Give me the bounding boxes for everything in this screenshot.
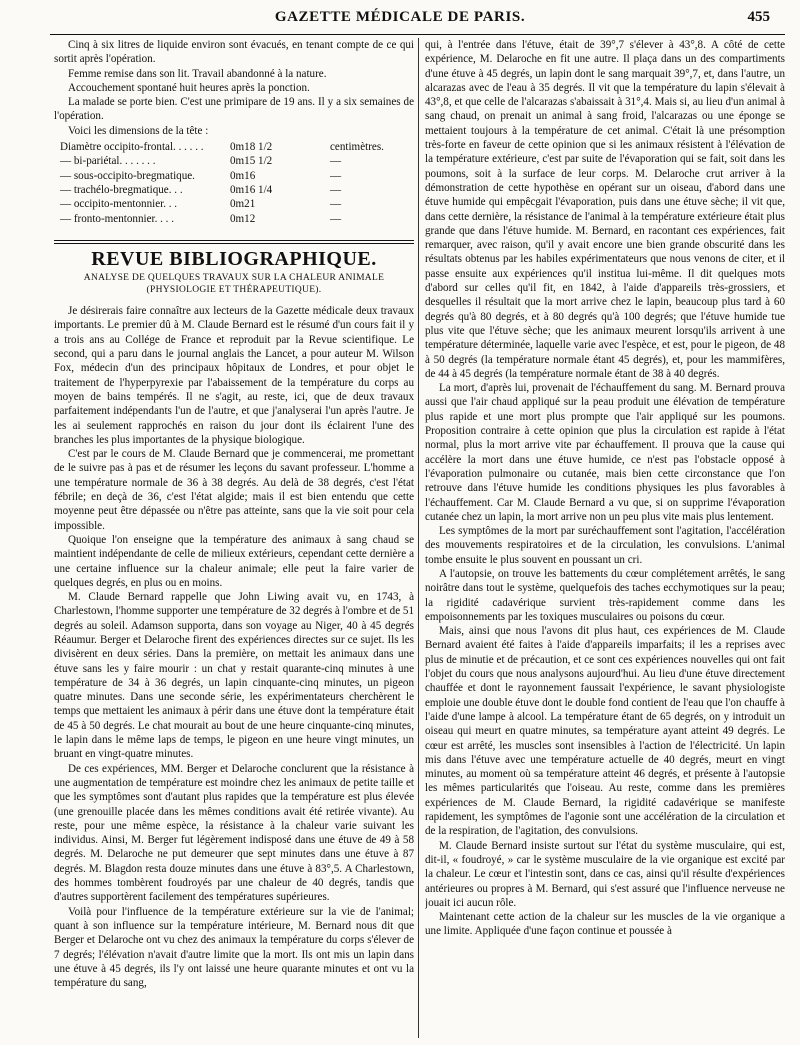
page-header <box>0 0 800 30</box>
paragraph: Accouchement spontané huit heures après la ponction. <box>68 81 310 94</box>
paragraph: Voici les dimensions de la tête : <box>68 124 209 137</box>
section-rule <box>54 240 414 241</box>
paragraph: Les symptômes de la mort par suréchauffement sont l'agitation, l'accélération des mouvements respiratoires et de la circulation, les convulsions. L'animal tombe ensuite le plus souvent en poussant un cri. <box>425 525 785 566</box>
paragraph: La mort, d'après lui, provenait de l'échauffement du sang. M. Bernard prouva aussi que l'air chaud appliqué sur la peau produit une élévation de température plus rapide et une mort plus prompte que l'air appliqué sur les poumons. Proposition contraire à cette opinion que plus la circulation est rapide à l'état normal, plus la mort arrive vite par échauffement. Il prouva que la cause qui accélère la mort dans une étuve humide, ce n'est pas l'obstacle opposé à l'évaporation pulmonaire ou cutanée, mais bien cette circonstance que l'on retrouve dans l'étuve humide les conditions physiques les plus favorables à l'échauffement. Car M. Claude Bernard a vu que, si on supprime l'évaporation cutanée chez un lapin, la mort arrive non un peu plus vite mais plus lentement. <box>425 382 785 523</box>
paragraph: Cinq à six litres de liquide environ sont évacués, en tenant compte de ce qui sortit après l'opération. <box>54 39 414 66</box>
right-column <box>425 38 785 1038</box>
paragraph: Je désirerais faire connaître aux lecteurs de la Gazette médicale deux travaux importants. Le premier dû à M. Claude Bernard est le résumé d'un cours fait il y a trois ans au Collége de France et reproduit par la Revue scientifique. Le second, qui a paru dans le journal anglais the Lancet, a pour auteur M. Wilson Fox, médecin d'un des principaux hôpitaux de Londres, et pour objet le traitement de l'hyperpyrexie par l'abaissement de la température du corps au moyen de bains tempérés. Il ne s'agit, au reste, ici, que de deux travaux parfaitement indépendants l'un de l'autre, et que j'analyserai l'un après l'autre. Je les ai seulement rapprochés en raison du jour dont ils éclairent l'une des branches les plus importantes de la physique biologique. <box>54 305 414 446</box>
paragraph: A l'autopsie, on trouve les battements du cœur complétement arrêtés, le sang noirâtre dans tout le système, quelquefois des taches ecchymotiques sur la peau; la rigidité cadavérique survient très-rapidement comme dans les empoisonnements par les toxiques musculaires ou poisons du cœur. <box>425 567 785 623</box>
section-title: REVUE BIBLIOGRAPHIQUE. <box>91 247 377 270</box>
paragraph: M. Claude Bernard rappelle que John Liwing avait vu, en 1743, à Charlestown, l'homme supporter une température de 32 degrés à l'ombre et de 51 degrés au soleil. Adamson supporta, dans son voyage au Niger, 40 à 45 degrés Réaumur. Berger et Delaroche firent des expériences directes sur ce sujet. Ils les divisèrent en deux séries. Dans la première, on mettait les animaux dans une étuve sans les y faire mourir : un chat y restait quarante-cinq minutes à une température de 34 à 36 degrés, un lapin cinquante-cinq minutes, un pigeon quatre minutes. Dans une seconde série, les expérimentateurs cherchèrent le temps que mettaient les animaux à périr dans une étuve dont la température était de 45 à 50 degrés. Le chat mourait au bout de une heure cinquante-cinq minutes, le lapin dans le même laps de temps, le pigeon en une heure vingt minutes, un bruant en vingt-quatre minutes. <box>54 591 414 761</box>
dimension-row: — fronto-mentonnier. . . . 0m12 — <box>60 212 342 225</box>
dimension-row: — trachélo-bregmatique. . . 0m16 1/4 — <box>60 183 342 196</box>
paragraph: Femme remise dans son lit. Travail abandonné à la nature. <box>68 67 327 80</box>
header-rule <box>50 34 785 35</box>
section-subtitle: ANALYSE DE QUELQUES TRAVAUX SUR LA CHALEUR ANIMALE (PHYSIOLOGIE ET THÉRAPEUTIQUE). <box>83 273 385 296</box>
paragraph: Quoique l'on enseigne que la température des animaux à sang chaud se maintient indépendante de celle de milieux extérieurs, cependant cette dernière a une certaine influence sur la chaleur animale; elle peut la faire varier de quelques degrés, en plus ou en moins. <box>54 533 414 589</box>
paragraph: Voilà pour l'influence de la température extérieure sur la vie de l'animal; quant à son influence sur la température intérieure, M. Bernard nous dit que Berger et Delaroche ont vu chez des animaux la température du corps s'élever de 7 degrés; l'élévation n'avait d'autre limite que la mort. Ils ont mis un lapin dans une étuve à 45 degrés, ils l'y ont laissé une heure quarante minutes et ont vu la température du sang, <box>54 905 414 990</box>
paragraph: C'est par le cours de M. Claude Bernard que je commencerai, me promettant de le suivre pas à pas et de résumer les leçons du savant professeur. L'homme a une température normale de 36 à 38 degrés. Au delà de 38 degrés, c'est l'état fébrile; en deçà de 36, c'est l'état algide; mais il est bien entendu que cette moyenne peut être dépassée ou n'être pas atteinte, sans que la vie soit pour cela impossible. <box>54 448 414 532</box>
page-number: 455 <box>747 9 770 25</box>
journal-title: GAZETTE MÉDICALE DE PARIS. <box>274 9 526 25</box>
column-separator <box>418 38 419 1038</box>
paragraph: qui, à l'entrée dans l'étuve, était de 39°,7 s'élever à 43°,8. A côté de cette expérience, M. Delaroche en fit une autre. Il plaça dans un des compartiments d'une étuve à 45 degrés, un lapin dont le sang marquait 39°,7, et, dans l'autre, un alcarazas avec de l'eau à 35 degrés. Il vit que la température du lapin s'élevait à 43°,8, et que celle de l'alcarazas s'abaissait à 31°,4. Mais si, au lieu d'un animal à sang chaud, on prenait un animal à sang froid, l'alcarazas ou une éponge se mettaient toujours à la température de cet animal. C'était là une présomption très-forte en faveur de cette opinion que si les animaux résistent à l'élévation de la température extérieure, c'est par suite de l'évaporation qui se fait, soit dans les poumons, soit à la surface de leur corps. M. Delaroche crut arriver à la démonstration de cette hypothèse en opérant sur un oiseau, d'abord dans une étuve humide qui empêcgait l'évaporation, puis dans une étuve sèche; il vit que, dans cette dernière, la résistance de l'animal à la température extérieure était plus grande que dans l'étuve humide. M. Bernard, en racontant ces expériences, fait remarquer, avec raison, qu'il y avait encore une bien grande obscurité dans les résultats obtenus par les habiles expérimentateurs que nous venons de citer, et il passe ensuite aux expériences qu'il institua lui-même. Il dit quelques mots d'abord sur celles qu'il fit, en 1842, à l'aide d'appareils très-grossiers, et desquelles il résultait que la mort arrive chez le lapin, beaucoup plus tard à 60 degrés qu'à 80 degrés, et à 80 degrés qu'à 100 degrés; que l'étuve humide tue plus vite que l'étuve sèche; que les animaux meurent lorsqu'ils arrivent à une température déterminée, laquelle varie avec l'espèce, et est, pour le pigeon, de 48 à 50 degrés (la température normale étant 45 degrés), et, pour les mammifères, de 44 à 45 degrés (la température normale étant de 38 à 40 degrés. <box>425 39 785 380</box>
head-dimensions-table <box>60 140 414 226</box>
paragraph: La malade se porte bien. C'est une primipare de 19 ans. Il y a six semaines de l'opération. <box>54 96 414 123</box>
paragraph: M. Claude Bernard insiste surtout sur l'état du système musculaire, qui est, dit-il, « foudroyé, » car le système musculaire de la vie organique est excité par la chaleur. Le cœur et l'intestin sont, dans ce cas, ainsi qu'il résulte d'expériences antérieures ou propres à M. Bernard, qui s'est assuré que l'influence nerveuse ne jouait ici aucun rôle. <box>425 839 785 909</box>
dimension-row: — occipito-mentonnier. . . 0m21 — <box>60 198 342 211</box>
paragraph: Mais, ainsi que nous l'avons dit plus haut, ces expériences de M. Claude Bernard avaient été faites à l'aide d'appareils imparfaits; il les a reprises avec plus de minutie et de précaution, et ce sont ces expériences nouvelles qui ont fait l'objet du cours que nous analysons aujourd'hui. Au lieu d'une étuve directement chauffée et dont le rayonnement faussait l'expérience, le savant physiologiste emploie une double étuve dont le double fond contient de l'eau que l'on chauffe à l'aide d'une lampe à alcool. La température étant de 65 degrés, on y introduit un oiseau qui meurt en quatre minutes, sa température ayant atteint 49 degrés. Le cœur est arrêté, les muscles sont insensibles à l'action de l'électricité. Un lapin mis dans l'étuve avec une température actuelle de 40 degrés, meurt en vingt minutes, au moment où sa température atteint 46 degrés, et présente à l'autopsie les mêmes particularités que l'oiseau. Au reste, comme dans les premières expériences de M. Claude Bernard, la rigidité cadavérique se manifeste rapidement, les symptômes de l'agonie sont une accélération de la circulation et de la respiration, de l'agitation, des convulsions. <box>425 625 785 838</box>
section-rule <box>54 243 414 244</box>
dimension-row: Diamètre occipito-frontal. . . . . . 0m18 1/2 centimètres. <box>60 141 384 154</box>
dimension-row: — sous-occipito-bregmatique. 0m16 — <box>60 169 342 182</box>
paragraph: Maintenant cette action de la chaleur sur les muscles de la vie organique a une limite. Appliquée d'une façon continue et poussée à <box>425 911 785 938</box>
dimension-row: — bi-pariétal. . . . . . . 0m15 1/2 — <box>60 155 342 168</box>
left-column <box>54 38 414 1038</box>
paragraph: De ces expériences, MM. Berger et Delaroche conclurent que la résistance à une augmentation de température est moindre chez les animaux de petite taille et que les symptômes sont d'autant plus rapides que la température est plus élevée (une grenouille placée dans les mêmes conditions avait été retirée vivante). Au reste, pour une même espèce, la résistance à la chaleur varie suivant les individus. Ainsi, M. Berger fut légèrement indisposé dans une étuve de 49 à 58 degrés. M. Delaroche ne put demeurer que sept minutes dans une étuve à 87 degrés. M. Blagdon resta douze minutes dans une étuve à 83°,5. A Charlestown, des hommes tombèrent foudroyés par une chaleur de 40 degrés, tandis que d'autres supportèrent facilement des températures supérieures. <box>54 762 414 904</box>
